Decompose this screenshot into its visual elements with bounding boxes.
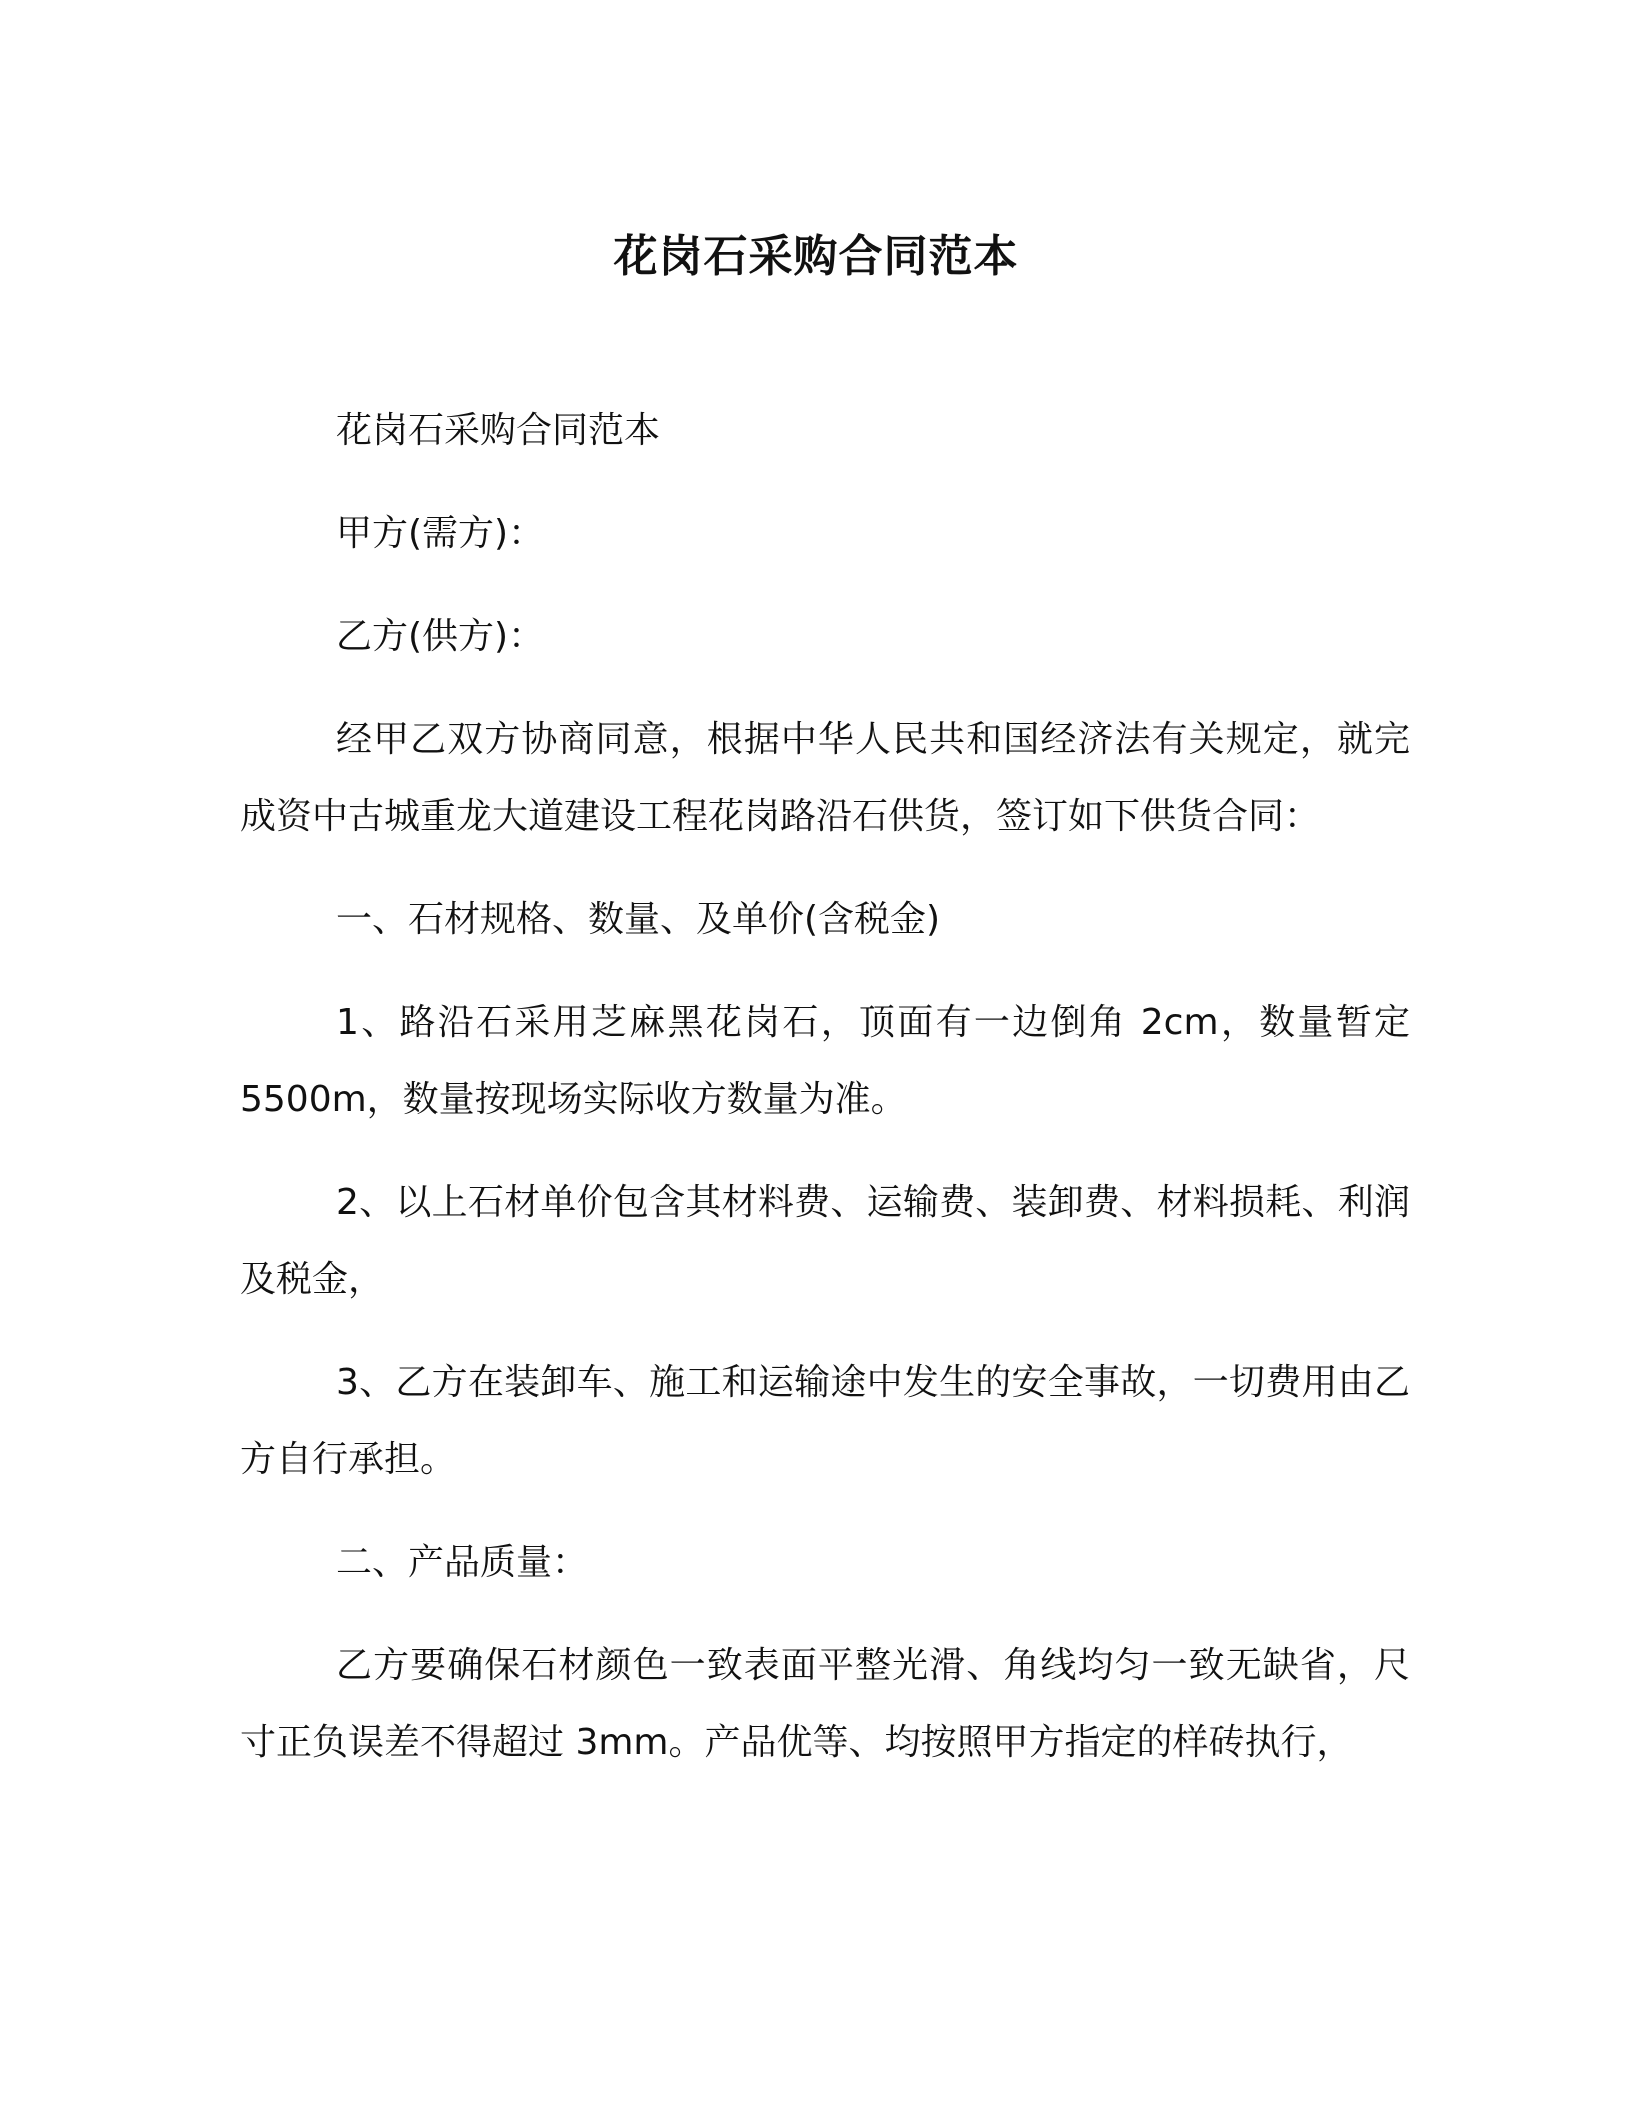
section-heading-2: 二、产品质量： (336, 1542, 589, 1583)
clause-1-3: 3、乙方在装卸车、施工和运输途中发生的安全事故，一切费用由乙方自行承担。 (240, 1362, 1410, 1480)
document-body (240, 392, 1410, 1807)
clause-1-2: 2、以上石材单价包含其材料费、运输费、装卸费、材料损耗、利润及税金， (240, 1182, 1410, 1300)
clause-1-1: 1、路沿石采用芝麻黑花岗石，顶面有一边倒角 2cm，数量暂定 5500m，数量按现场实际收方数量为准。 (240, 1002, 1410, 1120)
paragraph-party-b: 乙方(供方)： (336, 616, 545, 657)
section-heading-1: 一、石材规格、数量、及单价(含税金) (336, 899, 941, 940)
document-title: 花岗石采购合同范本 (613, 231, 1019, 282)
paragraph-preamble: 经甲乙双方协商同意，根据中华人民共和国经济法有关规定，就完成资中古城重龙大道建设工程花岗路沿石供货，签订如下供货合同： (240, 719, 1410, 837)
paragraph-party-a: 甲方(需方)： (336, 513, 545, 554)
paragraph-heading: 花岗石采购合同范本 (336, 410, 661, 451)
clause-2-1: 乙方要确保石材颜色一致表面平整光滑、角线均匀一致无缺省，尺寸正负误差不得超过 3mm。产品优等、均按照甲方指定的样砖执行， (240, 1645, 1410, 1763)
